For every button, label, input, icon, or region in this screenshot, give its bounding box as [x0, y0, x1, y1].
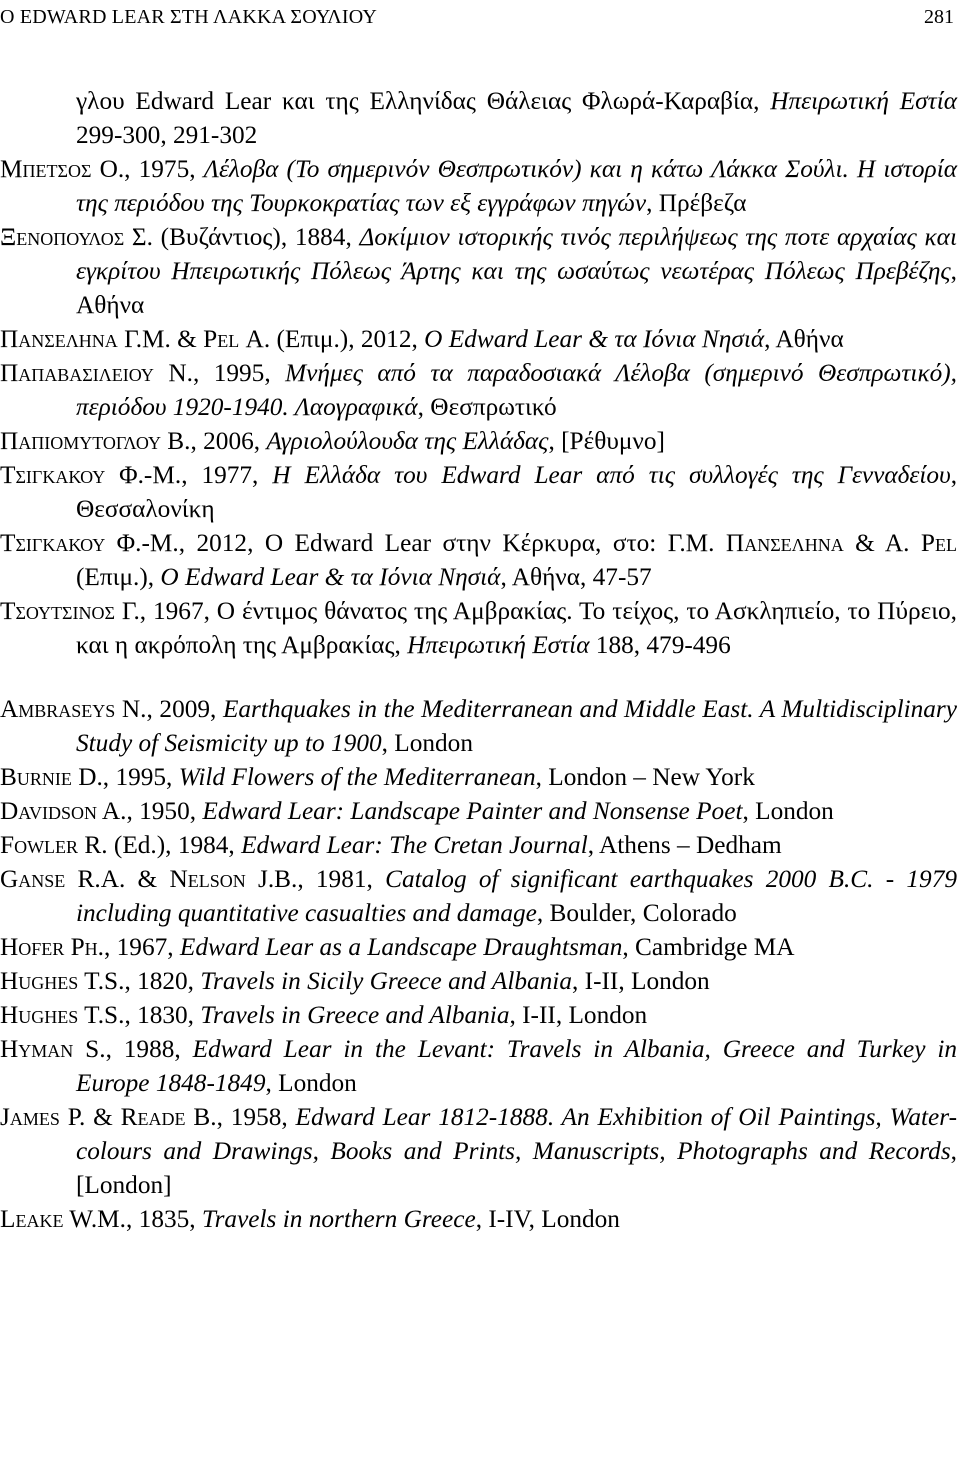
- reference-text: , 2006,: [190, 427, 267, 455]
- reference-text: , 1950,: [126, 797, 203, 825]
- reference-author: Leake W.M.: [0, 1205, 127, 1233]
- reference-title: Edward Lear 1812-1888. An Exhibition of Oil Paintings, Water-colours and Drawings, Books and Prints, Manuscripts, Photographs and Records: [76, 1103, 958, 1165]
- reference-title: Edward Lear in the Levant: Travels in Albania, Greece and Turkey in Europe 1848-1849: [76, 1035, 957, 1097]
- reference-entry: [0, 964, 957, 998]
- reference-text: , London – New York: [535, 763, 755, 791]
- reference-author: Παπιομυτογλου Β.: [0, 427, 191, 455]
- reference-text: , 2009,: [146, 695, 223, 723]
- reference-text: , Athens – Dedham: [587, 831, 782, 859]
- reference-author: Hughes T.S.: [0, 967, 125, 995]
- reference-author: Davidson A.: [0, 797, 127, 825]
- reference-entry: [0, 152, 957, 220]
- reference-text: , Cambridge MA: [622, 933, 795, 961]
- reference-entry: [0, 84, 957, 152]
- reference-text: , London: [381, 729, 473, 757]
- reference-author: Ganse R.A. & Nelson J.B.: [0, 865, 298, 893]
- page-number: 281: [924, 6, 954, 28]
- reference-entry: [0, 862, 957, 930]
- reference-entry: [0, 794, 957, 828]
- reference-text: , 1981,: [297, 865, 386, 893]
- reference-entry: [0, 1100, 957, 1202]
- reference-text: , I-II, London: [509, 1001, 648, 1029]
- reference-title: Ο Edward Lear & τα Ιόνια Νησιά: [424, 325, 765, 353]
- reference-title: Edward Lear as a Landscape Draughtsman: [179, 933, 623, 961]
- reference-text: , 1995,: [192, 359, 286, 387]
- reference-text: , 1977,: [181, 461, 273, 489]
- reference-text: , 1830,: [124, 1001, 201, 1029]
- reference-text: (Επιμ.),: [76, 563, 161, 591]
- reference-text: , Αθήνα: [764, 325, 844, 353]
- reference-title: Edward Lear: The Cretan Journal: [241, 831, 588, 859]
- reference-title: Μνήμες από τα παραδοσιακά Λέλοβα (σημερινό Θεσπρωτικό), περιόδου 1920-1940. Λαογραφικά: [76, 359, 957, 421]
- reference-text: , 1988,: [105, 1035, 193, 1063]
- reference-title: Travels in Greece and Albania: [200, 1001, 510, 1029]
- reference-entry: [0, 424, 957, 458]
- reference-entry: [0, 220, 957, 322]
- reference-text: , Θεσπρωτικό: [417, 393, 557, 421]
- reference-title: Catalog of significant earthquakes 2000 B.C. - 1979 including quantitative casualties and damage: [76, 865, 958, 927]
- reference-author: James P. & Reade B.: [0, 1103, 217, 1131]
- reference-author: Μπετσος Ο.: [0, 155, 125, 183]
- reference-title: Travels in Sicily Greece and Albania: [200, 967, 572, 995]
- reference-author: Πανσεληνα Γ.Μ. & Pel Α.: [0, 325, 271, 353]
- reference-entry: [0, 760, 957, 794]
- reference-entry: [0, 1032, 957, 1100]
- reference-text: γλου Edward Lear και της Ελληνίδας Θάλειας Φλωρά-Καραβία,: [76, 87, 771, 115]
- reference-entry: [0, 998, 957, 1032]
- reference-entry: [0, 692, 957, 760]
- reference-entry: [0, 930, 957, 964]
- reference-author: Fowler R.: [0, 831, 108, 859]
- reference-author: Τσιγκακου Φ.-Μ.: [0, 461, 182, 489]
- reference-title: Ηπειρωτική Εστία: [407, 631, 590, 659]
- reference-text: , 1967, Ο έντιμος θάνατος της Αμβρακίας. Το τείχος, το Ασκληπιείο, το Πύρειο, και η ακρόπολη της Αμβρακίας,: [76, 597, 957, 659]
- reference-text: , Θεσσαλονίκη: [76, 461, 958, 523]
- page-header: [0, 4, 958, 34]
- running-title: O EDWARD LEAR ΣΤΗ ΛΑΚΚΑ ΣΟΥΛΙΟΥ: [0, 6, 378, 28]
- reference-title: Λέλοβα (Το σημερινόν Θεσπρωτικόν) και η κάτω Λάκκα Σούλι. Η ιστορία της περιόδου της Τουρκοκρατίας των εξ εγγράφων πηγών: [76, 155, 958, 217]
- reference-text: , 1958,: [216, 1103, 296, 1131]
- reference-author: Hyman S.: [0, 1035, 106, 1063]
- reference-text: , 1835,: [126, 1205, 202, 1233]
- reference-author: Hughes T.S.: [0, 1001, 125, 1029]
- reference-entry: [0, 594, 957, 662]
- reference-text: , Πρέβεζα: [646, 189, 747, 217]
- reference-author: Hofer Ph.: [0, 933, 104, 961]
- reference-text: , I-IV, London: [475, 1205, 620, 1233]
- reference-entry: [0, 1202, 957, 1236]
- reference-text: , 1995,: [102, 763, 179, 791]
- reference-author: Burnie D.: [0, 763, 103, 791]
- reference-author: Παπαβασιλειου Ν.: [0, 359, 193, 387]
- reference-title: Wild Flowers of the Mediterranean: [178, 763, 536, 791]
- reference-text: , 1820,: [124, 967, 201, 995]
- reference-text: , 1967,: [104, 933, 180, 961]
- reference-entry: [0, 828, 957, 862]
- reference-author: Ambraseys N.: [0, 695, 147, 723]
- reference-author: Γ.Μ. Πανσεληνα & Α. Pel: [667, 529, 957, 557]
- reference-text: , [Ρέθυμνο]: [548, 427, 665, 455]
- reference-title: Δοκίμιον ιστορικής τινός περιλήψεως της ποτε αρχαίας και εγκρίτου Ηπειρωτικής Πόλεως Άρτης και της ωσαύτως νεωτέρας Πόλεως Πρεβέζης: [76, 223, 957, 285]
- reference-entry: [0, 458, 957, 526]
- bibliography: [0, 84, 957, 1236]
- reference-text: , Αθήνα: [76, 257, 957, 319]
- reference-text: 188, 479-496: [589, 631, 731, 659]
- reference-title: Earthquakes in the Mediterranean and Middle East. A Multidisciplinary Study of Seismicity up to 1900: [76, 695, 957, 757]
- reference-text: , 2012, Ο Edward Lear στην Κέρκυρα, στο:: [178, 529, 668, 557]
- reference-entry: [0, 322, 957, 356]
- reference-text: , 1975,: [124, 155, 204, 183]
- reference-entry: [0, 526, 957, 594]
- reference-author: Τσουτσινος Γ.: [0, 597, 140, 625]
- reference-title: Edward Lear: Landscape Painter and Nonsense Poet: [202, 797, 743, 825]
- reference-text: , Boulder, Colorado: [536, 899, 737, 927]
- reference-title: Ηπειρωτική Εστία: [770, 87, 958, 115]
- reference-text: (Επιμ.), 2012,: [270, 325, 425, 353]
- section-gap: [0, 662, 957, 692]
- reference-author: Τσιγκακου Φ.-Μ.: [0, 529, 179, 557]
- greek-references: [0, 84, 957, 662]
- reference-text: (Βυζάντιος), 1884,: [152, 223, 360, 251]
- foreign-references: [0, 692, 957, 1236]
- reference-entry: [0, 356, 957, 424]
- reference-text: (Ed.), 1984,: [107, 831, 242, 859]
- reference-text: , London: [742, 797, 834, 825]
- reference-title: Η Ελλάδα του Edward Lear από τις συλλογές της Γενναδείου: [272, 461, 951, 489]
- reference-title: Ο Edward Lear & τα Ιόνια Νησιά: [160, 563, 501, 591]
- reference-text: , [London]: [76, 1137, 957, 1199]
- reference-title: Travels in northern Greece: [201, 1205, 476, 1233]
- reference-text: , I-II, London: [572, 967, 710, 995]
- reference-text: , London: [265, 1069, 357, 1097]
- reference-author: Ξενοπουλος Σ.: [0, 223, 153, 251]
- reference-title: Αγριολούλουδα της Ελλάδας: [266, 427, 549, 455]
- reference-text: 299-300, 291-302: [76, 121, 258, 149]
- reference-text: , Αθήνα, 47-57: [500, 563, 652, 591]
